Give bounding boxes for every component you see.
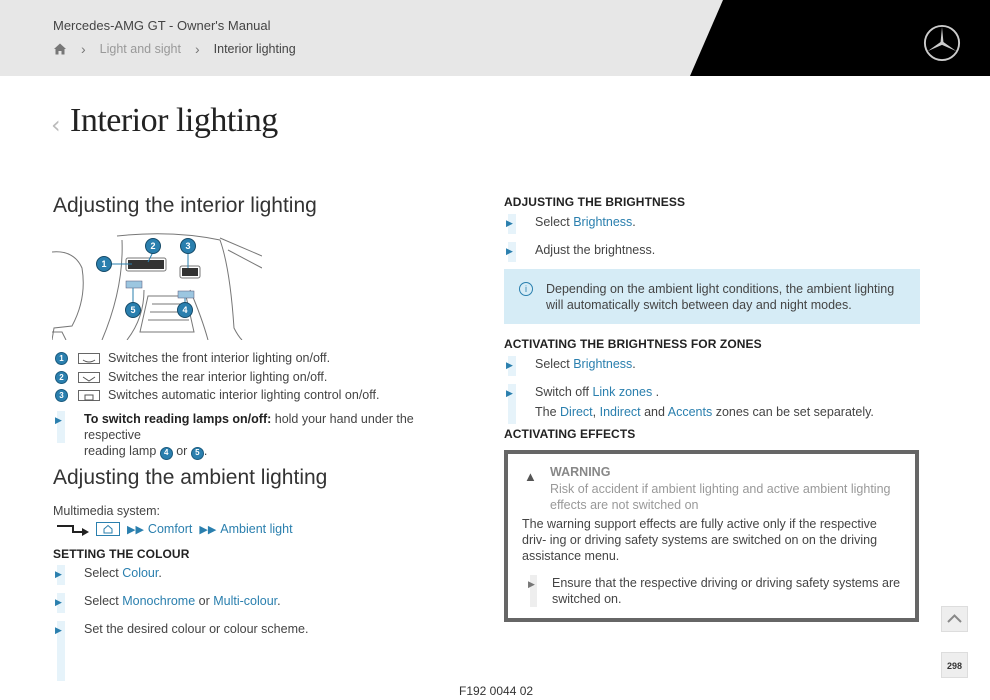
callout-2: 2 <box>150 241 156 251</box>
period: . <box>277 594 281 608</box>
colour-step-1 <box>55 565 162 581</box>
menu-path <box>56 522 293 536</box>
callout-3: 3 <box>185 241 191 251</box>
comma: , <box>592 405 600 419</box>
info-icon: i <box>519 282 533 296</box>
link-colour[interactable]: Colour <box>122 566 159 580</box>
setting-colour-heading: SETTING THE COLOUR <box>53 547 190 561</box>
link-monochrome[interactable]: Monochrome <box>122 594 196 608</box>
callout-badge: 1 <box>55 352 68 365</box>
page-number-button[interactable]: 298 <box>941 652 968 678</box>
home-icon[interactable] <box>53 42 67 56</box>
multimedia-label: Multimedia system: <box>53 504 160 518</box>
brightness-step-1 <box>506 214 636 230</box>
note-text: The <box>535 405 561 419</box>
link-link-zones[interactable]: Link zones <box>592 385 653 399</box>
play-arrow-icon: ▶ <box>506 246 513 256</box>
overhead-control-panel-diagram <box>52 228 262 340</box>
path-item-comfort[interactable]: Comfort <box>147 522 193 536</box>
info-text: Depending on the ambient light conditions, the ambient lighting will automatically switch between day and night modes. <box>546 282 895 312</box>
zones-note <box>535 404 874 420</box>
zones-heading: ACTIVATING THE BRIGHTNESS FOR ZONES <box>504 337 762 351</box>
home-menu-icon[interactable] <box>96 522 120 536</box>
period: . <box>203 444 208 458</box>
chevron-up-icon <box>942 607 967 631</box>
legend-item-3 <box>55 388 379 402</box>
legend-item-1 <box>55 351 330 365</box>
warning-step <box>528 575 902 607</box>
info-box <box>504 269 920 324</box>
link-multi-colour[interactable]: Multi-colour <box>213 594 278 608</box>
back-chevron-icon[interactable]: ‹ <box>51 111 61 139</box>
brightness-step-2 <box>506 242 656 258</box>
warning-title: WARNING <box>550 465 611 479</box>
path-item-ambient-light[interactable]: Ambient light <box>220 522 293 536</box>
double-chevron-icon: ▶▶ <box>127 523 144 536</box>
legend-item-2 <box>55 370 327 384</box>
play-arrow-icon: ▶ <box>506 360 513 370</box>
step-text: Set the desired colour or colour scheme. <box>84 622 309 636</box>
step-text: hold your hand under the respective <box>84 412 414 442</box>
callout-5: 5 <box>130 305 136 315</box>
warning-box <box>504 450 919 622</box>
play-arrow-icon: ▶ <box>55 415 62 425</box>
section-title-ambient: Adjusting the ambient lighting <box>53 466 328 489</box>
step-text: Switch off <box>535 385 593 399</box>
step-text: Select <box>84 566 123 580</box>
callout-badge-4: 4 <box>160 447 173 460</box>
zones-step-2 <box>506 384 660 400</box>
note-text-end: zones can be set separately. <box>712 405 874 419</box>
auto-light-switch-icon <box>78 390 100 401</box>
step-bold-label: To switch reading lamps on/off: <box>84 412 272 426</box>
period: . <box>158 566 162 580</box>
page-title: Interior lighting <box>70 102 278 139</box>
step-text: Select <box>84 594 123 608</box>
link-accents[interactable]: Accents <box>667 405 713 419</box>
play-arrow-icon: ▶ <box>55 569 62 579</box>
chevron-right-icon: › <box>81 41 86 57</box>
link-brightness[interactable]: Brightness <box>573 357 633 371</box>
link-indirect[interactable]: Indirect <box>599 405 641 419</box>
legend-text: Switches the rear interior lighting on/off. <box>108 370 328 384</box>
step-text: Ensure that the respective driving or driving safety systems are switched on. <box>552 576 901 606</box>
callout-4: 4 <box>182 305 188 315</box>
step-text: Adjust the brightness. <box>535 243 656 257</box>
play-arrow-icon: ▶ <box>506 218 513 228</box>
warning-body: The warning support effects are fully active only if the respective driv- ing or driving safety systems are switched on on the driving assistance menu. <box>522 517 878 563</box>
rear-light-switch-icon <box>78 372 100 383</box>
or-text: or <box>195 594 214 608</box>
figure-code: F192 0044 02 <box>459 684 534 698</box>
effects-heading: ACTIVATING EFFECTS <box>504 427 636 441</box>
period: . <box>632 357 636 371</box>
app-title: Mercedes-AMG GT - Owner's Manual <box>53 18 271 33</box>
colour-step-3 <box>55 621 309 637</box>
chevron-right-icon: › <box>194 41 200 57</box>
breadcrumb-item-current: Interior lighting <box>213 42 296 56</box>
step-text: Select <box>535 215 574 229</box>
play-arrow-icon: ▶ <box>55 625 62 635</box>
period: . <box>632 215 636 229</box>
mercedes-star-logo[interactable] <box>923 24 961 62</box>
breadcrumb <box>53 41 296 57</box>
legend-text: Switches automatic interior lighting control on/off. <box>108 388 380 402</box>
path-start-arrow-icon <box>56 522 90 536</box>
colour-step-2 <box>55 593 281 609</box>
play-arrow-icon: ▶ <box>506 388 513 398</box>
step-text: Select <box>535 357 574 371</box>
brightness-heading: ADJUSTING THE BRIGHTNESS <box>504 195 686 209</box>
callout-badge-5: 5 <box>191 447 204 460</box>
scroll-to-top-button[interactable] <box>941 606 968 632</box>
link-brightness[interactable]: Brightness <box>573 215 633 229</box>
zones-step-1 <box>506 356 636 372</box>
link-direct[interactable]: Direct <box>560 405 593 419</box>
warning-subtitle: Risk of accident if ambient lighting and active ambient lighting effects are not switched on <box>550 482 891 512</box>
play-arrow-icon: ▶ <box>528 579 535 589</box>
or-text: or <box>176 444 188 458</box>
play-arrow-icon: ▶ <box>55 597 62 607</box>
and-text: and <box>640 405 668 419</box>
warning-triangle-icon: ▲ <box>524 469 537 484</box>
reading-lamp-step <box>55 411 464 460</box>
front-light-switch-icon <box>78 353 100 364</box>
step-text-line2: reading lamp <box>84 444 157 458</box>
callout-badge: 2 <box>55 371 68 384</box>
section-title-interior: Adjusting the interior lighting <box>53 194 317 217</box>
double-chevron-icon: ▶▶ <box>199 523 217 536</box>
legend-text: Switches the front interior lighting on/off. <box>108 351 331 365</box>
callout-1: 1 <box>101 259 107 269</box>
breadcrumb-item-light-and-sight[interactable]: Light and sight <box>99 42 181 56</box>
period: . <box>652 385 660 399</box>
callout-badge: 3 <box>55 389 68 402</box>
